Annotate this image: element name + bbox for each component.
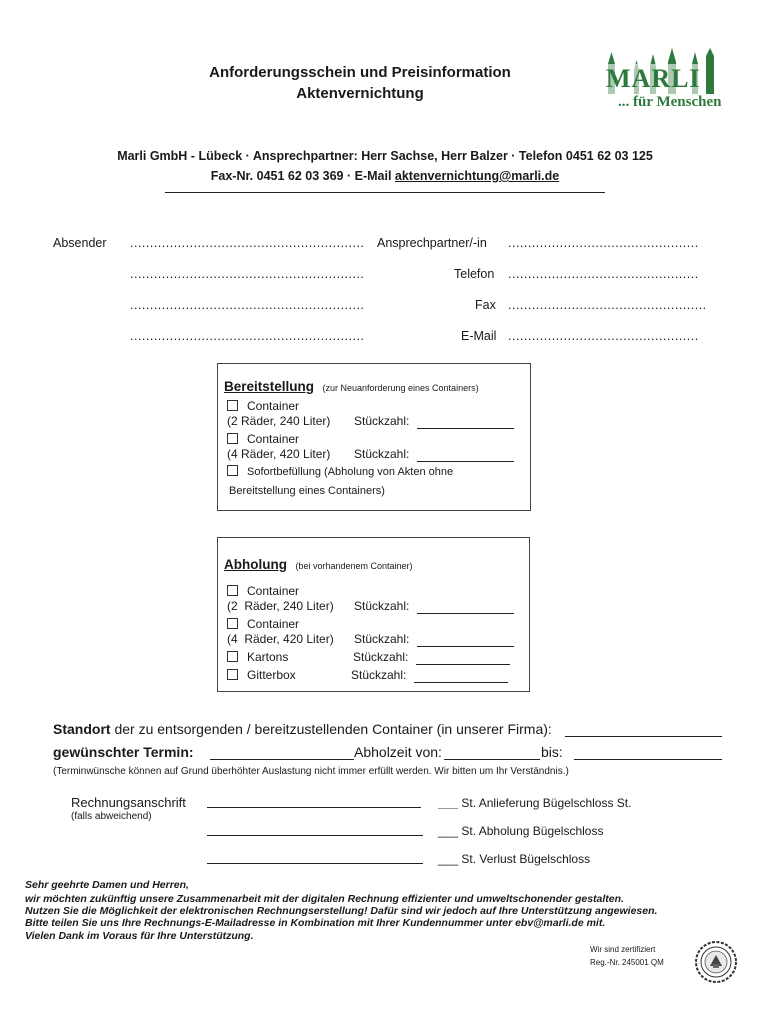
abholung-schloss-label: St. Abholung Bügelschloss bbox=[461, 824, 604, 838]
page-subtitle: Aktenvernichtung bbox=[296, 85, 424, 102]
ansprechpartner-label: Ansprechpartner/-in bbox=[377, 236, 487, 250]
abholung-stueckzahl-input-2[interactable] bbox=[417, 634, 514, 647]
bereitstellung-note: (zur Neuanforderung eines Containers) bbox=[322, 383, 479, 393]
absender-field-4[interactable]: ........................................................... bbox=[130, 329, 365, 343]
anlieferung-label: St. Anlieferung Bügelschloss St. bbox=[461, 796, 632, 810]
cert-text-2: Reg.-Nr. 245001 QM bbox=[590, 958, 664, 967]
bereitstellung-item2-label: Container bbox=[247, 432, 300, 446]
abholung-item2-detail: (4 Räder, 420 Liter) bbox=[227, 632, 334, 646]
header-divider bbox=[165, 192, 605, 193]
termin-input[interactable] bbox=[210, 745, 354, 760]
abholung-item1-detail: (2 Räder, 240 Liter) bbox=[227, 599, 334, 613]
abholung-stueckzahl-label-2: Stückzahl: bbox=[354, 632, 410, 646]
logo bbox=[604, 48, 728, 114]
termin-note: (Terminwünsche können auf Grund überhöhter Auslastung nicht immer erfüllt werden. Wir bitten um Ihr Verständnis.) bbox=[53, 766, 569, 777]
standort-label-bold: Standort bbox=[53, 721, 111, 737]
abholung-checkbox-420[interactable] bbox=[227, 618, 238, 629]
rechnungsanschrift-input-3[interactable] bbox=[207, 851, 423, 864]
sofortbefuellung-checkbox[interactable] bbox=[227, 465, 238, 476]
verlust-qty-blank[interactable]: ___ bbox=[438, 852, 459, 866]
fax-label: Fax bbox=[475, 298, 496, 312]
absender-label: Absender bbox=[53, 236, 107, 250]
message-line-3: Nutzen Sie die Möglichkeit der elektronischen Rechnungserstellung! Dafür sind wir jedoch auf Ihre Unterstützung angewiesen. bbox=[25, 905, 658, 917]
termin-label: gewünschter Termin: bbox=[53, 744, 194, 760]
rechnungsanschrift-label: Rechnungsanschrift bbox=[71, 795, 186, 810]
sofortbefuellung-label: Sofortbefüllung (Abholung von Akten ohne bbox=[247, 466, 454, 478]
ansprechpartner-field[interactable]: ................................................ bbox=[508, 236, 699, 250]
telefon-label: Telefon bbox=[454, 267, 495, 281]
email-label: E-Mail bbox=[461, 329, 497, 343]
gitterbox-label: Gitterbox bbox=[247, 668, 296, 682]
email-field[interactable]: ................................................ bbox=[508, 329, 699, 343]
standort-label-rest: der zu entsorgenden / bereitzustellenden Container (in unserer Firma): bbox=[110, 721, 552, 737]
kartons-stueckzahl-input[interactable] bbox=[416, 652, 510, 665]
telefon-field[interactable]: ................................................ bbox=[508, 267, 699, 281]
logo-wordmark: MARLI bbox=[606, 64, 701, 93]
certification-seal bbox=[694, 940, 738, 984]
message-greeting: Sehr geehrte Damen und Herren, bbox=[25, 879, 189, 891]
bereitstellung-item2-detail: (4 Räder, 420 Liter) bbox=[227, 447, 331, 461]
abholung-stueckzahl-label-1: Stückzahl: bbox=[354, 599, 410, 613]
message-line-5: Vielen Dank im Voraus für Ihre Unterstützung. bbox=[25, 930, 254, 942]
bereitstellung-stueckzahl-label-1: Stückzahl: bbox=[354, 414, 410, 428]
bereitstellung-box bbox=[217, 363, 531, 511]
gitterbox-stueckzahl-input[interactable] bbox=[414, 670, 508, 683]
kartons-label: Kartons bbox=[247, 650, 289, 664]
bereitstellung-stueckzahl-input-1[interactable] bbox=[417, 416, 514, 429]
contact-email-link[interactable]: aktenvernichtung@marli.de bbox=[394, 169, 560, 183]
bereitstellung-stueckzahl-input-2[interactable] bbox=[417, 449, 514, 462]
bereitstellung-item1-label: Container bbox=[247, 399, 300, 413]
kartons-checkbox[interactable] bbox=[227, 651, 238, 662]
bereitstellung-heading: Bereitstellung bbox=[224, 379, 315, 394]
abholung-stueckzahl-input-1[interactable] bbox=[417, 601, 514, 614]
logo-tagline: ... für Menschen bbox=[618, 94, 722, 110]
bereitstellung-checkbox-240[interactable] bbox=[227, 400, 238, 411]
seal-icon bbox=[694, 940, 738, 984]
cert-text-1: Wir sind zertifiziert bbox=[590, 945, 656, 954]
rechnungsanschrift-input-1[interactable] bbox=[207, 795, 421, 808]
rechnungsanschrift-input-2[interactable] bbox=[207, 823, 423, 836]
sofortbefuellung-detail: Bereitstellung eines Containers) bbox=[229, 485, 385, 497]
bereitstellung-checkbox-420[interactable] bbox=[227, 433, 238, 444]
page-title: Anforderungsschein und Preisinformation bbox=[209, 64, 511, 81]
abholung-item2-label: Container bbox=[247, 617, 300, 631]
fax-field[interactable]: .................................................. bbox=[508, 298, 707, 312]
abholung-heading: Abholung bbox=[224, 557, 287, 572]
abholung-schloss-qty-blank[interactable]: ___ bbox=[438, 824, 459, 838]
message-line-2: wir möchten zukünftig unsere Zusammenarbeit mit der digitalen Rechnung effizienter und umweltschonender gestalten. bbox=[25, 893, 624, 905]
bis-label: bis: bbox=[541, 744, 563, 760]
abholung-note: (bei vorhandenem Container) bbox=[295, 561, 413, 571]
standort-input[interactable] bbox=[565, 722, 722, 737]
absender-field-2[interactable]: ........................................................... bbox=[130, 267, 365, 281]
anlieferung-qty-blank[interactable]: ___ bbox=[438, 796, 459, 810]
contact-line-2 bbox=[0, 169, 770, 183]
abholzeit-label: Abholzeit von: bbox=[354, 744, 442, 760]
abholung-stueckzahl-label-3: Stückzahl: bbox=[353, 650, 409, 664]
abholung-item1-label: Container bbox=[247, 584, 300, 598]
abholzeit-bis-input[interactable] bbox=[574, 745, 722, 760]
absender-field-3[interactable]: ........................................................... bbox=[130, 298, 365, 312]
gitterbox-checkbox[interactable] bbox=[227, 669, 238, 680]
contact-fax-text: Fax-Nr. 0451 62 03 369 · E-Mail bbox=[210, 169, 395, 183]
abholung-box bbox=[217, 537, 530, 692]
abholung-stueckzahl-label-4: Stückzahl: bbox=[351, 668, 407, 682]
abholung-checkbox-240[interactable] bbox=[227, 585, 238, 596]
rechnungsanschrift-sublabel: (falls abweichend) bbox=[71, 811, 152, 822]
verlust-label: St. Verlust Bügelschloss bbox=[461, 852, 591, 866]
bereitstellung-stueckzahl-label-2: Stückzahl: bbox=[354, 447, 410, 461]
absender-field-1[interactable]: ........................................................... bbox=[130, 236, 365, 250]
abholzeit-von-input[interactable] bbox=[444, 745, 540, 760]
bereitstellung-item1-detail: (2 Räder, 240 Liter) bbox=[227, 414, 331, 428]
message-line-4: Bitte teilen Sie uns Ihre Rechnungs-E-Mailadresse in Kombination mit Ihrer Kundennummer unter ebv@marli.de mit. bbox=[25, 917, 606, 929]
contact-line-1: Marli GmbH - Lübeck · Ansprechpartner: Herr Sachse, Herr Balzer · Telefon 0451 62 03 125 bbox=[117, 149, 653, 163]
